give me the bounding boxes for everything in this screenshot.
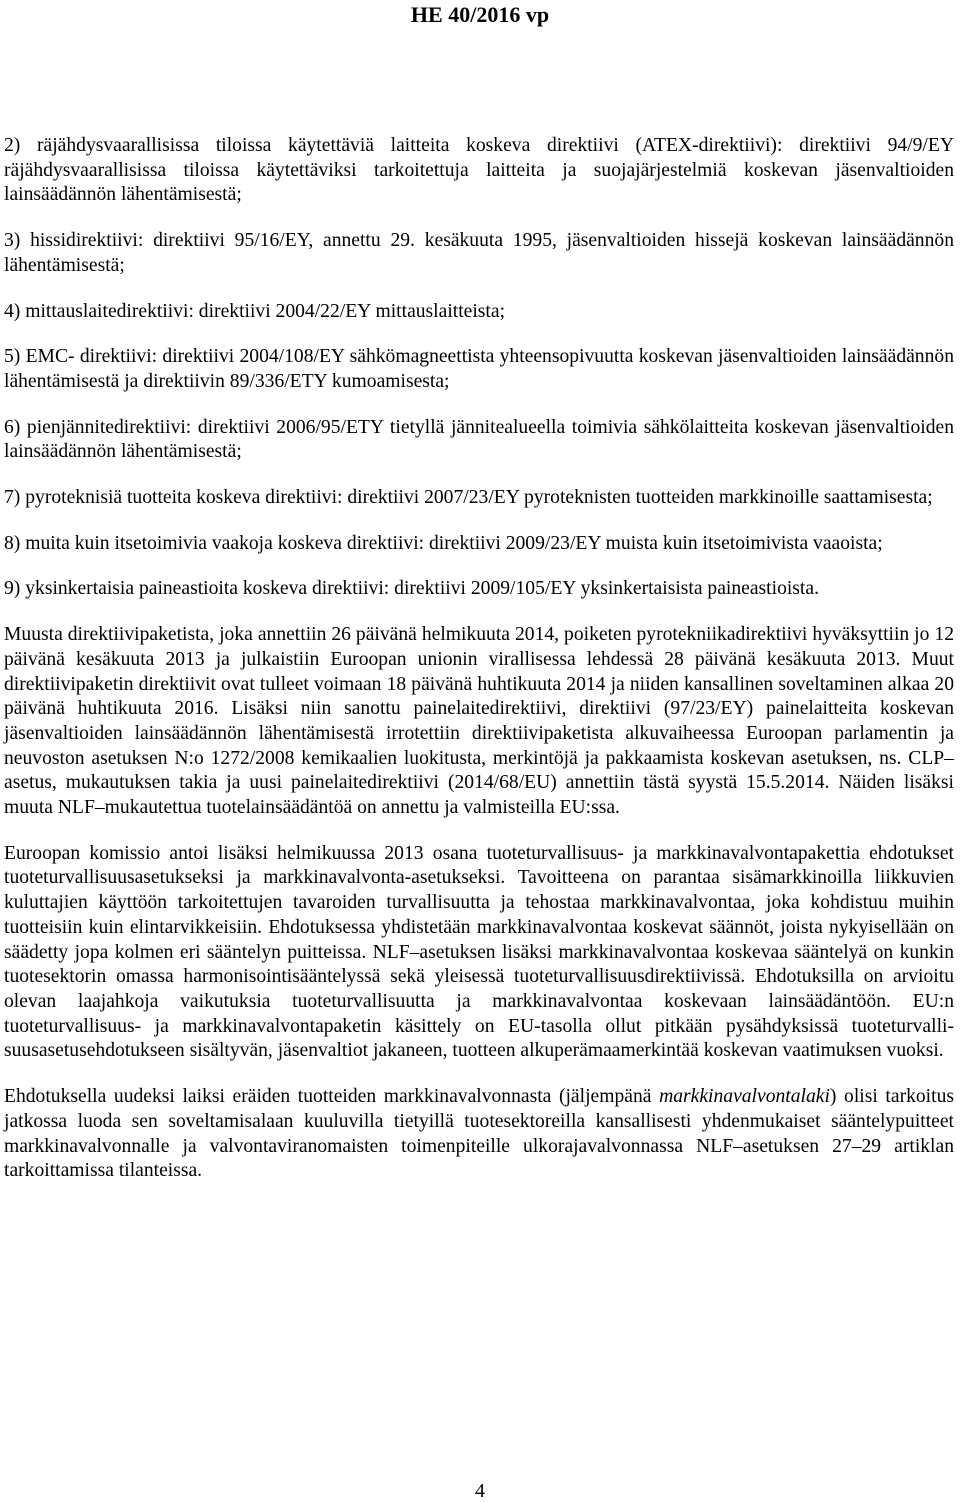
paragraph-text-before: Ehdotuksella uudeksi laiksi eräiden tuotteiden markkinavalvonnasta (jäljempänä xyxy=(4,1086,660,1108)
page-number: 4 xyxy=(475,1480,485,1502)
paragraph-item-5: 5) EMC- direktiivi: direktiivi 2004/108/EY sähkömagneettista yhteensopivuutta koskevan jäsenvaltioiden lainsäädännön lähentämisestä ja direktiivin 89/336/ETY kumoamisesta; xyxy=(4,346,954,392)
paragraph-item-3: 3) hissidirektiivi: direktiivi 95/16/EY, annettu 29. kesäkuuta 1995, jäsenvaltioiden hissejä koskevan lainsäädännön lähentämisestä; xyxy=(4,230,954,276)
paragraph-item-2: 2) räjähdysvaarallisissa tiloissa käytettäviä laitteita koskeva direktiivi (ATEX-direktiivi): direktiivi 94/9/EY räjähdysvaarallisissa tiloissa käytettäviksi tarkoitettuja laitteita ja suojajärjestelmiä koskevan jäsenvaltioiden lainsäädännön lähentämisestä; xyxy=(4,135,954,206)
italic-term: markkinavalvontalaki xyxy=(659,1086,830,1108)
paragraph-item-8: 8) muita kuin itsetoimivia vaakoja koskeva direktiivi: direktiivi 2009/23/EY muista kuin itsetoimivista vaaoista; xyxy=(4,532,883,554)
paragraph-market-surveillance-law xyxy=(4,1085,954,1184)
paragraph-item-4: 4) mittauslaitedirektiivi: direktiivi 2004/22/EY mittauslaitteista; xyxy=(4,300,506,322)
paragraph-item-7: 7) pyroteknisiä tuotteita koskeva direktiivi: direktiivi 2007/23/EY pyroteknisten tuotteiden markkinoille saattamisesta; xyxy=(4,487,933,509)
document-body xyxy=(4,134,954,1205)
paragraph-text-after: ) olisi tarkoitus jatkossa luoda sen soveltamisalaan kuuluvilla tietyillä tuotesektoreilla kansallisesti yhdenmukaiset sääntelypuitteet markkinavalvonnalle ja valvontaviranomaisten toimenpiteille ulkorajavalvonnassa NLF–asetuksen 27–29 artiklan tarkoittamissa tilanteissa. xyxy=(4,1086,954,1182)
paragraph-item-6: 6) pienjännitedirektiivi: direktiivi 2006/95/ETY tietyllä jännitealueella toimivia sähkölaitteita koskevan jäsenvaltioiden lainsäädännön lähentämisestä; xyxy=(4,416,954,463)
paragraph-directive-package: Muusta direktiivipaketista, joka annettiin 26 päivänä helmikuuta 2014, poiketen pyrotekniikadirektiivi hyväksyttiin jo 12 päivänä kesäkuuta 2013 ja julkaistiin Euroopan unionin virallisessa lehdessä 28 päivänä kesäkuuta 2013. Muut direktiivipaketin direktiivit ovat tulleet voimaan 18 päivänä huhtikuuta 2014 ja niiden kansallinen soveltaminen alkaa 20 päivänä huhtikuuta 2016. Lisäksi niin sanottu painelaitedirektiivi, direktiivi (97/23/EY) painelaitteita koskevan jäsenvaltioiden lainsäädännön lähentämisestä irrotettiin direktiivipaketista alkuvaiheessa Euroopan parlamentin ja neuvoston asetuksen N:o 1272/2008 kemikaalien luokitusta, merkintöjä ja pakkaamista koskevan asetuksen, ns. CLP–asetus, mukautuksen takia ja uusi painelaitedirektiivi (2014/68/EU) annettiin tästä syystä 15.5.2014. Näiden lisäksi muuta NLF–mukautettua tuotelainsäädäntöä on annettu ja valmisteilla EU:ssa. xyxy=(4,624,954,819)
document-header: HE 40/2016 vp xyxy=(410,2,550,27)
paragraph-commission-package: Euroopan komissio antoi lisäksi helmikuussa 2013 osana tuoteturvallisuus- ja markkinavalvontapakettia ehdotukset tuoteturvallisuusasetukseksi ja markkinavalvonta-asetukseksi. Tavoitteena on parantaa sisämarkkinoilla liikkuvien kuluttajien käyttöön tarkoitettujen tavaroiden turvallisuutta ja tehostaa markkinavalvontaa, joka kohdistuu muihin tuotteisiin kuin elintarvikkeisiin. Ehdotuksessa yhdistetään markkinavalvontaa koskevat säännöt, joista nykyisellään on säädetty jopa kolmen eri sääntelyn puitteissa. NLF–asetuksen lisäksi markkinavalvontaa koskevaa sääntelyä on kunkin tuotesektorin omassa harmonisointisääntelyssä sekä yleisessä tuoteturvallisuusdirektiivissä. Ehdotuksilla on arvioitu olevan laajahkoja vaikutuksia tuoteturvallisuutta ja markkinavalvontaa koskevaan lainsäädäntöön. EU:n tuoteturvallisuus- ja markkinavalvontapaketin käsittely on EU-tasolla ollut pitkään pysähdyksissä tuoteturvallisuusasetusehdotukseen sisältyvän, jäsenvaltiot jakaneen, tuotteen alkuperämaamerkintää koskevan vaatimuksen vuoksi. xyxy=(4,842,954,1062)
paragraph-item-9: 9) yksinkertaisia paineastioita koskeva direktiivi: direktiivi 2009/105/EY yksinkertaisista paineastioista. xyxy=(4,578,819,600)
